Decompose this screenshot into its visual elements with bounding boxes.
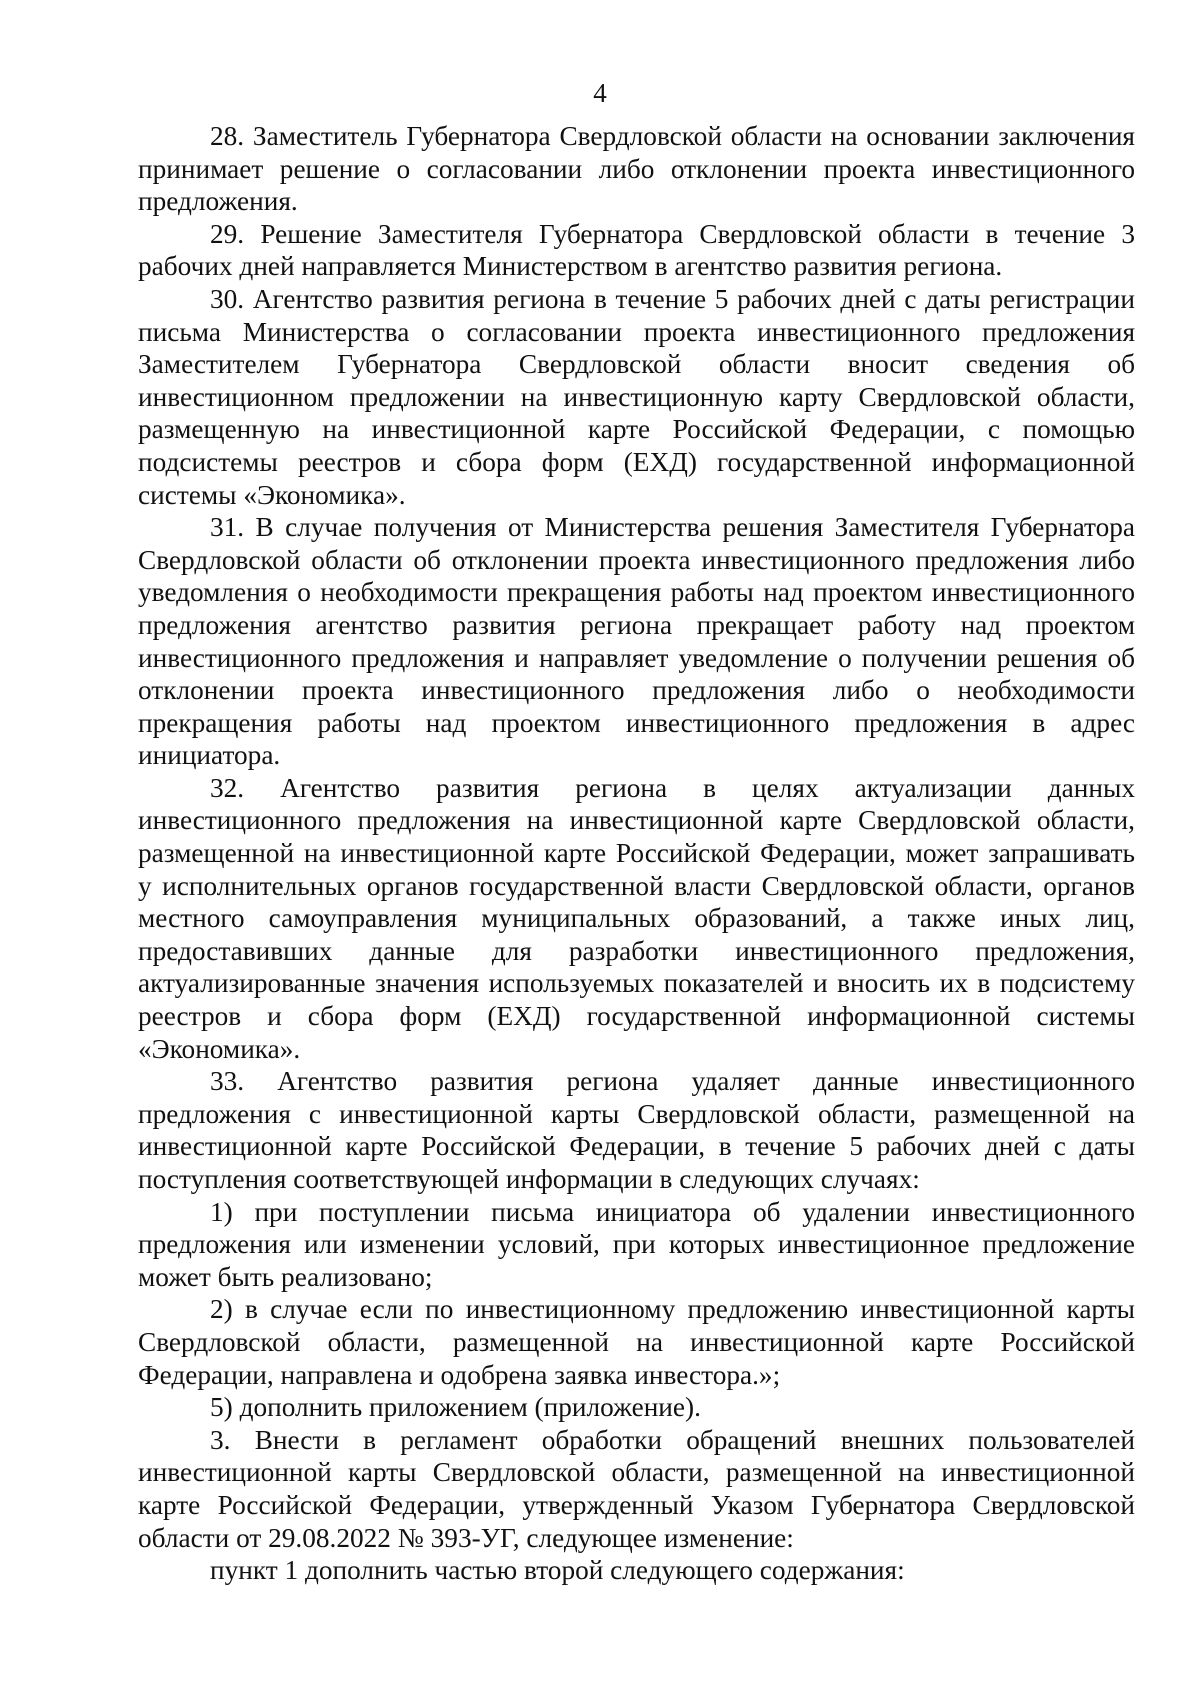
amendment-item-5: 5) дополнить приложением (приложение). [210,1392,701,1423]
list-item-2: 2) в случае если по инвестиционному предложению инвестиционной карты Свердловской области, размещенной на инвестиционной карте Российской Федерации, направлена и одобрена заявка инвестора.»; [138,1294,1135,1390]
paragraph-29: 29. Решение Заместителя Губернатора Свердловской области в течение 3 рабочих дней направляется Министерством в агентство развития региона. [138,218,1135,282]
page-number: 4 [593,78,607,108]
paragraph-33: 33. Агентство развития региона удаляет данные инвестиционного предложения с инвестиционной карты Свердловской области, размещенной на инвестиционной карте Российской Федерации, в течение 5 рабочих дней с даты поступления соответствующей информации в следующих случаях: [138,1066,1135,1194]
paragraph-32: 32. Агентство развития региона в целях актуализации данных инвестиционного предложения на инвестиционной карте Свердловской области, размещенной на инвестиционной карте Российской Федерации, может запрашивать у исполнительных органов государственной власти Свердловской области, органов местного самоуправления муниципальных образований, а также иных лиц, предоставивших данные для разработки инвестиционного предложения, актуализированные значения используемых показателей и вносить их в подсистему реестров и сбора форм (ЕХД) государственной информационной системы «Экономика». [138,772,1135,1064]
list-item-1: 1) при поступлении письма инициатора об удалении инвестиционного предложения или изменении условий, при которых инвестиционное предложение может быть реализовано; [138,1196,1135,1292]
paragraph-28: 28. Заместитель Губернатора Свердловской области на основании заключения принимает решение о согласовании либо отклонении проекта инвестиционного предложения. [138,121,1135,217]
section-3-paragraph: 3. Внести в регламент обработки обращений внешних пользователей инвестиционной карты Свердловской области, размещенной на инвестиционной карте Российской Федерации, утвержденный Указом Губернатора Свердловской области от 29.08.2022 № 393-УГ, следующее изменение: [138,1424,1135,1553]
point-1-addition: пункт 1 дополнить частью второй следующего содержания: [210,1555,905,1586]
paragraph-31: 31. В случае получения от Министерства решения Заместителя Губернатора Свердловской области об отклонении проекта инвестиционного предложения либо уведомления о необходимости прекращения работы над проектом инвестиционного предложения агентство развития региона прекращает работу над проектом инвестиционного предложения и направляет уведомление о получении решения об отклонении проекта инвестиционного предложения либо о необходимости прекращения работы над проектом инвестиционного предложения в адрес инициатора. [138,512,1135,771]
document-body [138,120,1135,1587]
paragraph-30: 30. Агентство развития региона в течение 5 рабочих дней с даты регистрации письма Министерства о согласовании проекта инвестиционного предложения Заместителем Губернатора Свердловской области вносит сведения об инвестиционном предложении на инвестиционную карту Свердловской области, размещенную на инвестиционной карте Российской Федерации, с помощью подсистемы реестров и сбора форм (ЕХД) государственной информационной системы «Экономика». [138,283,1135,510]
